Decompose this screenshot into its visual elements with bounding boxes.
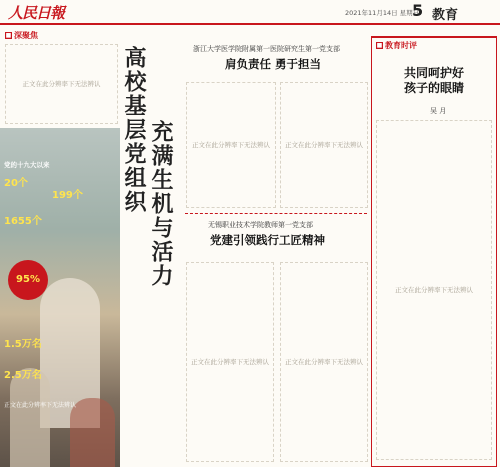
stat-item xyxy=(4,212,42,227)
section-label-text: 教育时评 xyxy=(385,41,417,50)
commentary-title-line1: 共同呵护好 xyxy=(403,66,464,80)
story2-kicker: 无锡职业技术学院教师第一党支部 xyxy=(208,221,313,229)
story1-body-right: 正文在此分辨率下无法辨认 xyxy=(280,82,368,208)
label-marker-icon: ■ xyxy=(376,42,383,49)
section-name: 教育 xyxy=(432,8,459,23)
story2-body-right: 正文在此分辨率下无法辨认 xyxy=(280,262,368,462)
main-title-part1: 高校基层党组织 xyxy=(121,46,147,214)
commentary-box xyxy=(371,36,497,467)
stat-unit: 个 xyxy=(31,216,42,227)
stat-circle-value: 95% xyxy=(16,274,40,285)
story2-headline: 党建引领践行工匠精神 xyxy=(210,233,325,247)
stat-unit: 个 xyxy=(72,190,83,201)
main-title-part2: 充满生机与活力 xyxy=(148,120,174,288)
section-label-commentary xyxy=(376,40,417,51)
page-number: 5 xyxy=(412,1,424,20)
section-label-focus xyxy=(5,30,38,41)
stats-note: 正文在此分辨率下无法辨认 xyxy=(4,402,77,409)
issue-date: 2021年11月14日 星期日 xyxy=(345,9,420,17)
story-divider xyxy=(185,213,367,214)
newspaper-logo: 人民日報 xyxy=(8,4,65,22)
story2-body-left: 正文在此分辨率下无法辨认 xyxy=(186,262,274,462)
section-label-text: 深聚焦 xyxy=(14,31,38,40)
stat-number: 1655 xyxy=(4,216,32,227)
story1-kicker: 浙江大学医学院附属第一医院研究生第一党支部 xyxy=(193,45,340,53)
stat-unit: 个 xyxy=(17,178,28,189)
stat-item xyxy=(4,335,42,350)
stat-unit: 万名 xyxy=(21,339,42,350)
commentary-body: 正文在此分辨率下无法辨认 xyxy=(376,120,492,460)
story1-body-left: 正文在此分辨率下无法辨认 xyxy=(186,82,276,208)
stat-item xyxy=(52,186,83,201)
stat-number: 199 xyxy=(52,190,73,201)
left-intro-text: 正文在此分辨率下无法辨认 xyxy=(5,44,118,124)
commentary-byline: 吴 月 xyxy=(430,107,447,115)
commentary-title xyxy=(372,66,496,96)
label-marker-icon: ■ xyxy=(5,32,12,39)
stat-item xyxy=(4,174,28,189)
masthead xyxy=(0,0,500,25)
commentary-title-line2: 孩子的眼睛 xyxy=(403,81,464,95)
stat-number: 2.5 xyxy=(4,370,22,381)
stat-unit: 万名 xyxy=(21,370,42,381)
stat-number: 1.5 xyxy=(4,339,22,350)
stat-number: 20 xyxy=(4,178,18,189)
stats-heading: 党的十九大以来 xyxy=(4,161,50,169)
stat-circle xyxy=(8,260,48,300)
stat-item xyxy=(4,366,42,381)
story1-headline: 肩负责任 勇于担当 xyxy=(225,57,322,71)
